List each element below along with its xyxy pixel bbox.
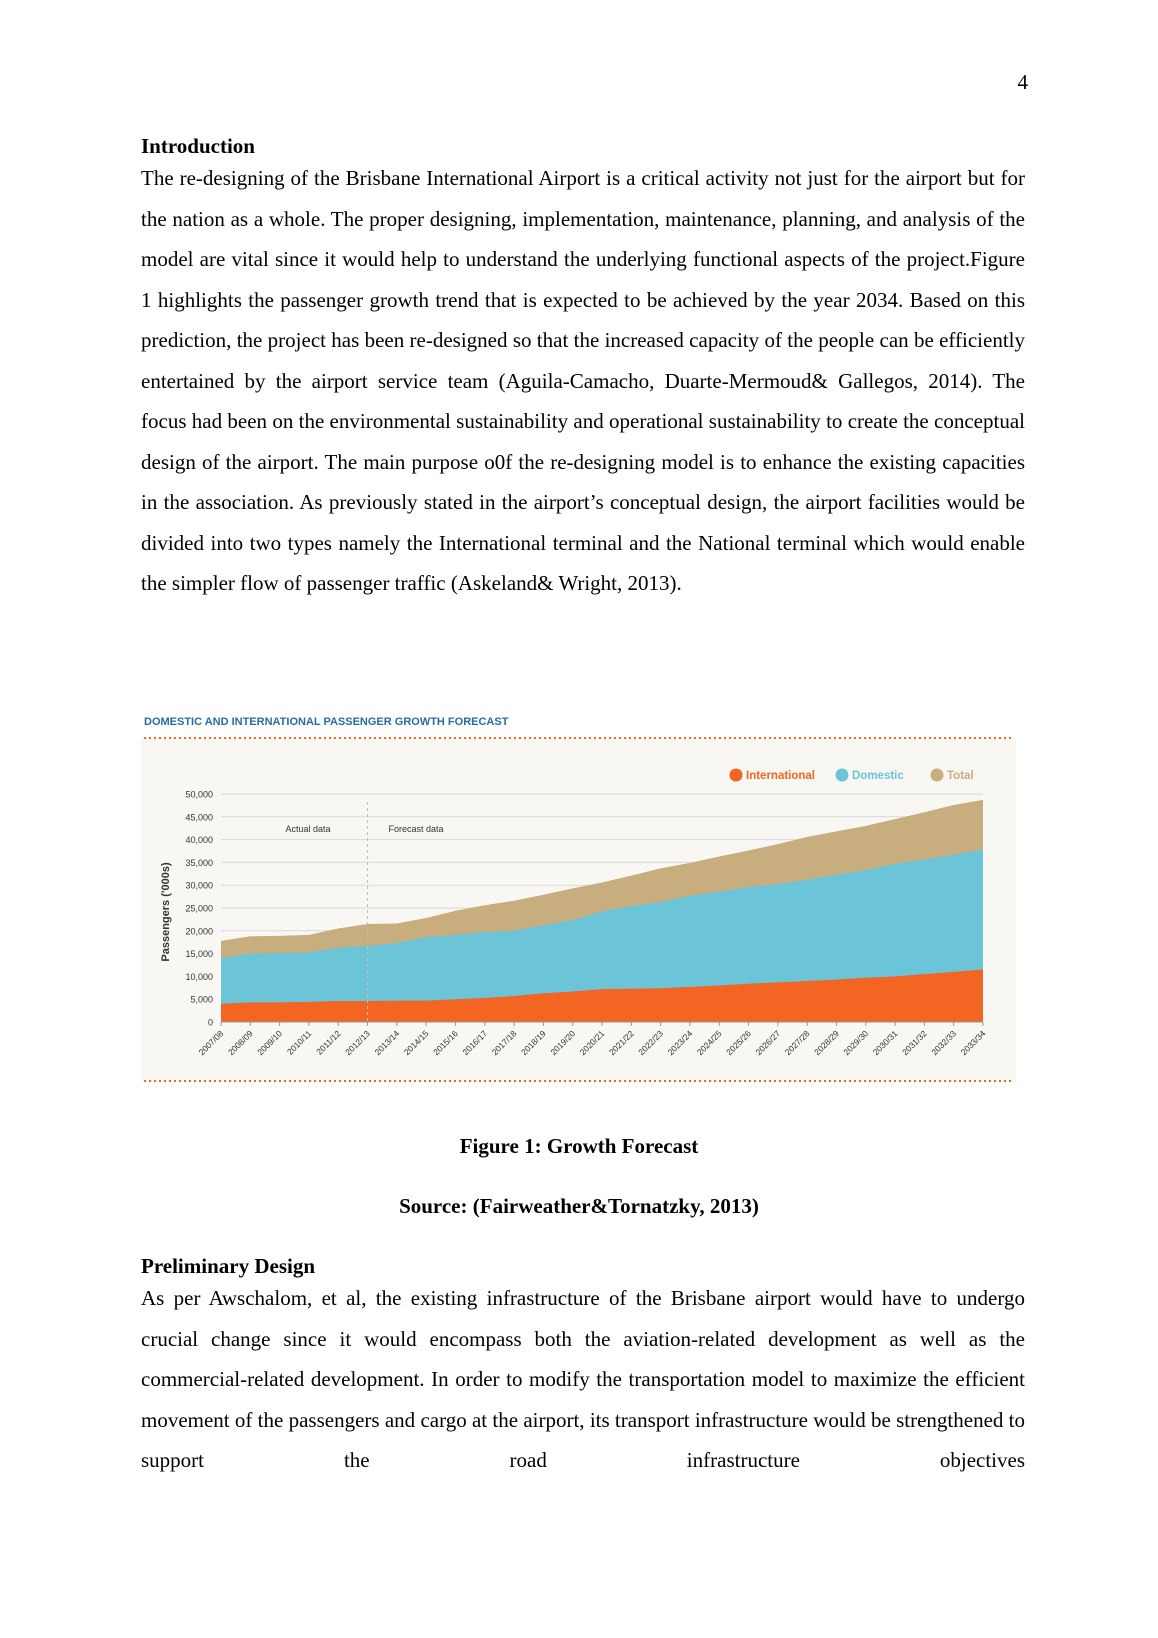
legend-swatch-domestic bbox=[836, 769, 849, 782]
chart-legend bbox=[730, 769, 974, 783]
x-tick-label: 2015/16 bbox=[431, 1028, 460, 1058]
chart-title: DOMESTIC AND INTERNATIONAL PASSENGER GROWTH FORECAST bbox=[144, 716, 509, 728]
x-tick-label: 2014/15 bbox=[401, 1028, 431, 1058]
y-tick-label: 10,000 bbox=[185, 971, 213, 982]
legend-label-international: International bbox=[746, 770, 816, 782]
preliminary-design-heading: Preliminary Design bbox=[141, 1254, 316, 1278]
y-tick-label: 15,000 bbox=[185, 949, 213, 960]
x-tick-label: 2011/12 bbox=[314, 1028, 343, 1057]
x-tick-label: 2026/27 bbox=[753, 1028, 783, 1058]
y-tick-label: 25,000 bbox=[185, 903, 213, 914]
x-tick-label: 2029/30 bbox=[841, 1028, 871, 1058]
introduction-paragraph: The re-designing of the Brisbane International Airport is a critical activity not just for the airport but for the nation as a whole. The proper designing, implementation, maintenance, planning, and analysis of the model are vital since it would help to understand the underlying functional aspects of the project.Figure 1 highlights the passenger growth trend that is expected to be achieved by the year 2034. Based on this prediction, the project has been re-designed so that the increased capacity of the people can be efficiently entertained by the airport service team (Aguila-Camacho, Duarte-Mermoud& Gallegos, 2014). The focus had been on the environmental sustainability and operational sustainability to create the conceptual design of the airport. The main purpose o0f the re-designing model is to enhance the existing capacities in the association. As previously stated in the airport’s conceptual design, the airport facilities would be divided into two types namely the International terminal and the National terminal which would enable the simpler flow of passenger traffic (Askeland& Wright, 2013). bbox=[141, 166, 1025, 595]
x-tick-label: 2028/29 bbox=[812, 1028, 841, 1058]
actual-data-annotation: Actual data bbox=[285, 824, 331, 834]
x-tick-label: 2031/32 bbox=[899, 1028, 929, 1058]
y-tick-label: 30,000 bbox=[185, 880, 213, 891]
x-tick-label: 2022/23 bbox=[636, 1028, 666, 1058]
introduction-heading: Introduction bbox=[141, 134, 255, 158]
y-tick-label: 20,000 bbox=[185, 926, 213, 937]
y-tick-label: 5,000 bbox=[190, 994, 213, 1005]
forecast-data-annotation: Forecast data bbox=[388, 824, 444, 834]
x-tick-label: 2017/18 bbox=[489, 1028, 519, 1058]
y-axis-label: Passengers ('000s) bbox=[160, 862, 172, 962]
x-tick-label: 2016/17 bbox=[460, 1028, 490, 1058]
figure-source: Source: (Fairweather&Tornatzky, 2013) bbox=[399, 1194, 759, 1218]
x-tick-label: 2021/22 bbox=[606, 1028, 636, 1058]
page-number: 4 bbox=[1017, 70, 1028, 94]
figure-caption: Figure 1: Growth Forecast bbox=[459, 1134, 699, 1158]
x-tick-label: 2025/26 bbox=[724, 1028, 753, 1058]
y-tick-label: 0 bbox=[207, 1017, 213, 1028]
y-tick-label: 35,000 bbox=[185, 857, 213, 868]
x-tick-label: 2018/19 bbox=[518, 1028, 548, 1058]
legend-label-total: Total bbox=[947, 770, 974, 782]
x-tick-label: 2013/14 bbox=[372, 1028, 402, 1058]
x-tick-label: 2023/24 bbox=[665, 1028, 695, 1058]
x-tick-label: 2008/09 bbox=[225, 1028, 255, 1058]
y-tick-label: 50,000 bbox=[185, 789, 213, 800]
growth-forecast-figure bbox=[141, 714, 1016, 1099]
legend-swatch-total bbox=[931, 769, 944, 782]
x-tick-label: 2033/34 bbox=[958, 1028, 988, 1058]
legend-swatch-international bbox=[730, 769, 743, 782]
x-tick-label: 2007/08 bbox=[196, 1028, 226, 1058]
preliminary-design-paragraph: As per Awschalom, et al, the existing infrastructure of the Brisbane airport would have to undergo crucial change since it would encompass both the aviation-related development as well as the commercial-related development. In order to modify the transportation model to maximize the efficient movement of the passengers and cargo at the airport, its transport infrastructure would be strengthened to support the road infrastructure objectives bbox=[141, 1286, 1025, 1472]
y-tick-label: 45,000 bbox=[185, 812, 213, 823]
y-tick-label: 40,000 bbox=[185, 835, 213, 846]
x-tick-label: 2024/25 bbox=[694, 1028, 724, 1058]
x-tick-label: 2019/20 bbox=[548, 1028, 578, 1058]
x-tick-label: 2020/21 bbox=[577, 1028, 607, 1058]
x-tick-label: 2010/11 bbox=[284, 1028, 314, 1057]
growth-forecast-chart bbox=[141, 714, 1016, 1099]
x-tick-label: 2027/28 bbox=[782, 1028, 812, 1058]
x-tick-label: 2030/31 bbox=[870, 1028, 900, 1058]
x-tick-label: 2012/13 bbox=[343, 1028, 372, 1058]
x-tick-label: 2032/33 bbox=[929, 1028, 959, 1058]
legend-label-domestic: Domestic bbox=[852, 770, 904, 782]
x-tick-label: 2009/10 bbox=[255, 1028, 285, 1058]
